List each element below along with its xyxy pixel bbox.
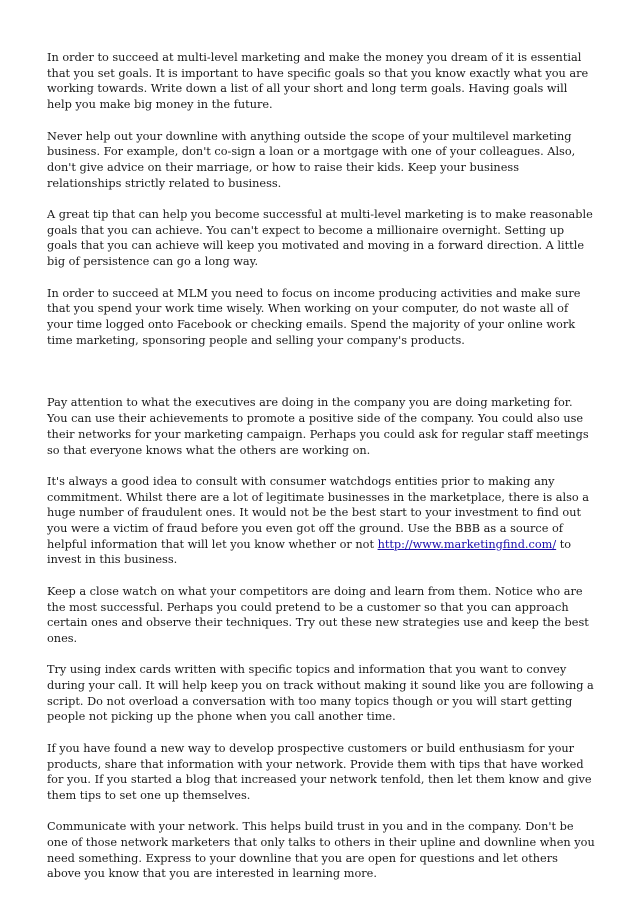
paragraph-downline-scope: Never help out your downline with anything outside the scope of your multilevel marketing business. For example, don't co-sign a loan or a mortgage with one of your colleagues. Also, don't give advice on their marriage, or how to raise their kids. Keep your business relationships strictly related to business. <box>47 129 576 190</box>
watchdogs-text-end: to invest in this business. <box>47 537 572 567</box>
marketingfind-link[interactable]: http://www.marketingfind.com/ <box>377 537 557 551</box>
paragraph-set-goals: In order to succeed at multi-level marketing and make the money you dream of it is essential that you set goals. It is important to have specific goals so that you know exactly what you are working towards. Write down a list of all your short and long term goals. Having goals will help you make big money in the future. <box>47 51 589 112</box>
paragraph-executives: Pay attention to what the executives are doing in the company you are doing marketing for. You can use their achievements to promote a positive side of the company. You could also use their networks for your marketing campaign. Perhaps you could ask for regular staff meetings so that everyone knows what the others are working on. <box>47 396 589 457</box>
paragraph-communicate: Communicate with your network. This helps build trust in you and in the company. Don't be one of those network marketers that only talks to others in their upline and downline when you need something. Express to your downline that you are open for questions and let others above you know that you are interested in learning more. <box>47 820 595 881</box>
paragraph-watchdogs <box>47 474 595 568</box>
section-gap <box>47 364 595 395</box>
paragraph-competitors: Keep a close watch on what your competitors are doing and learn from them. Notice who are the most successful. Perhaps you could pretend to be a customer so that you can approach certain ones and observe their techniques. Try out these new strategies use and keep the best ones. <box>47 584 589 645</box>
paragraph-index-cards: Try using index cards written with specific topics and information that you want to convey during your call. It will help keep you on track without making it sound like you are following a script. Do not overload a conversation with too many topics though or you will start getting people not picking up the phone when you call another time. <box>47 663 594 724</box>
paragraph-reasonable-goals: A great tip that can help you become successful at multi-level marketing is to make reasonable goals that you can achieve. You can't expect to become a millionaire overnight. Setting up goals that you can achieve will keep you motivated and moving in a forward direction. A little big of persistence can go a long way. <box>47 208 593 269</box>
paragraph-share-info: If you have found a new way to develop prospective customers or build enthusiasm for your products, share that information with your network. Provide them with tips that have worked for you. If you started a blog that increased your network tenfold, then let them know and give them tips to set one up themselves. <box>47 741 592 802</box>
watchdogs-text: It's always a good idea to consult with consumer watchdogs entities prior to making any commitment. Whilst there are a lot of legitimate businesses in the marketplace, there is also a huge number of fraudulent ones. It would not be the best start to your investment to find out you were a victim of fraud before you even got off the ground. Use the BBB as a source of helpful information that will let you know whether or not <box>47 474 589 551</box>
paragraph-income-activities: In order to succeed at MLM you need to focus on income producing activities and make sure that you spend your work time wisely. When working on your computer, do not waste all of your time logged onto Facebook or checking emails. Spend the majority of your online work time marketing, sponsoring people and selling your company's products. <box>47 286 581 347</box>
document-page <box>47 50 595 898</box>
